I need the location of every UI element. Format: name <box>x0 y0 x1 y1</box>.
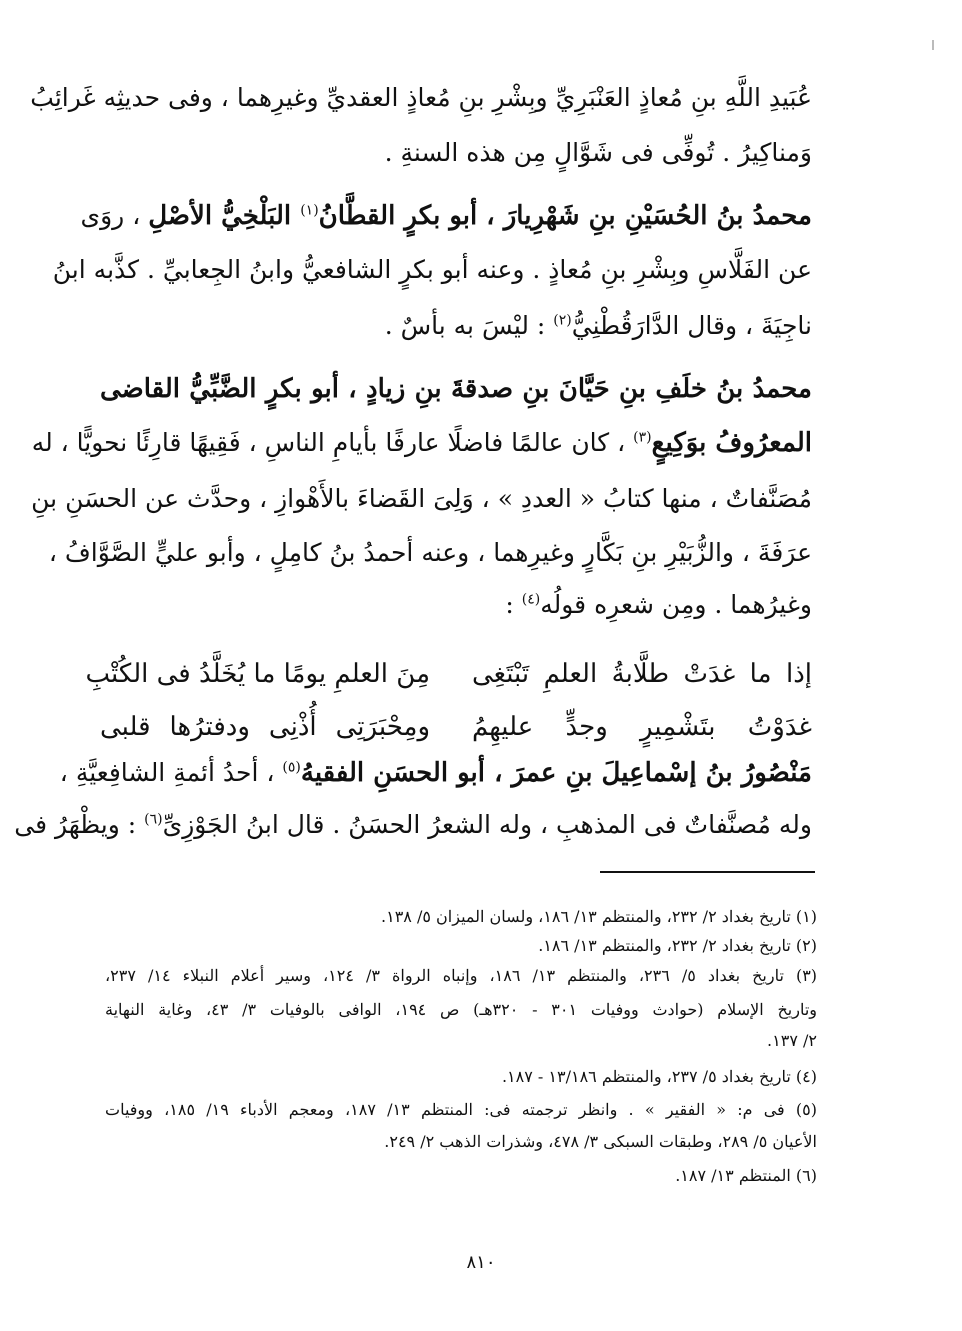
entry-name: مَنْصُورُ بنُ إسْماعِيلَ بنِ عمرَ ، أبو الحسَنِ الفقيهُ <box>300 758 812 788</box>
body-text: : <box>505 590 522 619</box>
body-line-4 <box>52 250 812 290</box>
footnote-ref: (١) <box>300 202 319 219</box>
footnote-3-cont: وتاريخ الإسلام (حوادث ووفيات ٣٠١ - ٣٢٠هـ) ص ١٩٤، الوافى بالوفيات ٣/ ٤٣، وغاية النهاية <box>105 1000 818 1019</box>
body-line-2 <box>100 133 812 173</box>
footnote-2: (٢) تاريخ بغداد ٢/ ٢٣٢، والمنتظم ١٣/ ١٨٦. <box>538 936 817 955</box>
footnote-ref: (٦) <box>144 811 163 828</box>
body-text: عرَفَةَ ، والزُّبَيْرِ بنِ بَكَّارٍ وغيرِهما ، وعنه أحمدُ بنُ كامِلٍ ، وأبو عليٍّ الصَّوَّافُ ، <box>48 538 812 567</box>
footnote-3-end: ٢/ ١٣٧. <box>767 1031 817 1050</box>
footnote-ref: (٣) <box>633 429 652 446</box>
body-text: وَمناكِيرُ . تُوفِّى فى شَوَّالٍ مِن هذه السنةِ . <box>384 138 812 167</box>
verse-line-1 <box>85 652 812 696</box>
page-number: ٨١٠ <box>466 1252 496 1273</box>
body-line-8 <box>31 479 812 519</box>
body-text: ناجِيَةَ ، وقال الدَّارَقُطْنِيُّ <box>571 311 812 340</box>
footnote-3: (٣) تاريخ بغداد ٥/ ٢٣٦، والمنتظم ١٣/ ١٨٦، وإنباه الرواة ٣/ ١٢٤، وسير أعلام النبلاء ١٤/ ٢٣٧، <box>105 966 818 985</box>
footnote-ref: (٢) <box>553 312 572 329</box>
body-text: وله مُصنَّفاتٌ فى المذهبِ ، وله الشعرُ الحسَنُ . قال ابنُ الجَوْزِىِّ <box>162 810 812 839</box>
body-text: : ويظْهَرُ فى <box>14 810 145 839</box>
footnote-ref: (٥) <box>282 759 301 776</box>
body-line-9 <box>48 533 812 573</box>
footnote-separator <box>600 871 815 873</box>
body-text: مُصَنَّفاتٌ ، منها كتابُ « العددِ » ، وَلِىَ القَضاءَ بالأَهْوازِ ، وحدَّث عن الحسَنِ بنِ <box>31 484 812 513</box>
entry-heading-line <box>31 423 812 463</box>
body-text: عن الفَلَّاسِ وبِشْرِ بنِ مُعاذٍ . وعنه أبو بكرٍ الشافعيُّ وابنُ الجِعابيِّ . كذَّبه ابنُ <box>52 255 812 284</box>
verse-first-hemistich: غدَوْتُ بتَشْمِيرٍ وجدٍّ عليهِمُ <box>472 712 812 742</box>
entry-name: المعرُوفُ بوَكِيعٍ <box>651 428 812 458</box>
body-text: وغيرُهما . ومِن شعرِه قولُه <box>540 590 812 619</box>
scan-mark <box>932 40 934 50</box>
entry-name: محمدُ بنُ الحُسَيْنِ بنِ شَهْرِيارَ ، أبو بكرٍ القطَّانُ <box>318 201 812 231</box>
footnote-5: (٥) فى م: « الفقير » . وانظر ترجمته فى: المنتظم ١٣/ ١٨٧، ومعجم الأدباء ١٩/ ١٨٥، ووفيات <box>105 1100 818 1119</box>
footnote-1: (١) تاريخ بغداد ٢/ ٢٣٢، والمنتظم ١٣/ ١٨٦، ولسان الميزان ٥/ ١٣٨. <box>381 907 817 926</box>
footnote-ref: (٤) <box>521 591 541 608</box>
body-text: ، أحدُ أئمةِ الشافِعيَّةِ ، <box>59 758 283 787</box>
verse-second-hemistich: ومِحْبَرَتِى أُذْنِى ودفترُها قلبى <box>100 712 430 742</box>
footnote-4: (٤) تاريخ بغداد ٥/ ٢٣٧، والمنتظم ١٣/١٨٦ - ١٨٧. <box>501 1067 817 1086</box>
body-line-12 <box>14 805 812 845</box>
body-text: عُبَيدِ اللَّهِ بنِ مُعاذٍ العَنْبَرِيِّ وبِشْرِ بنِ مُعاذٍ العقديِّ وغيرِهما ، وفى حديثِه غَرائِبُ <box>30 83 812 112</box>
entry-name: محمدُ بنُ خلَفِ بنِ حَيَّانَ بنِ صدقةَ بنِ زيادٍ ، أبو بكرٍ الضَّبِّيُّ القاضى <box>100 374 812 404</box>
body-text: ، كان عالمًا فاضلًا عارفًا بأيامِ الناسِ ، فَقِيهًا قارِئًا نحويًّا ، له <box>31 428 634 457</box>
body-text: ، روَى <box>80 201 149 230</box>
body-line-1 <box>30 78 812 118</box>
entry-heading-line <box>59 753 812 793</box>
verse-first-hemistich: إذا ما غدَتْ طلَّابةُ العلمِ تَبْتَغِى <box>472 659 812 689</box>
entry-nisba: البَلْخِيُّ الأصْلِ <box>148 201 301 231</box>
entry-heading-line <box>80 196 812 236</box>
verse-second-hemistich: مِنَ العلمِ يومًا ما يُخَلَّدُ فى الكُتْبِ <box>85 659 430 689</box>
body-text: : ليْسَ به بأسٌ . <box>384 311 554 340</box>
body-line-10 <box>100 585 812 625</box>
body-line-5 <box>100 306 812 346</box>
footnote-5-cont: الأعيان ٥/ ٢٨٩، وطبقات السبكى ٣/ ٤٧٨، وشذرات الذهب ٢/ ٢٤٩. <box>384 1132 817 1151</box>
footnote-6: (٦) المنتظم ١٣/ ١٨٧. <box>675 1166 817 1185</box>
entry-heading-line <box>100 369 812 409</box>
verse-line-2 <box>100 705 812 749</box>
